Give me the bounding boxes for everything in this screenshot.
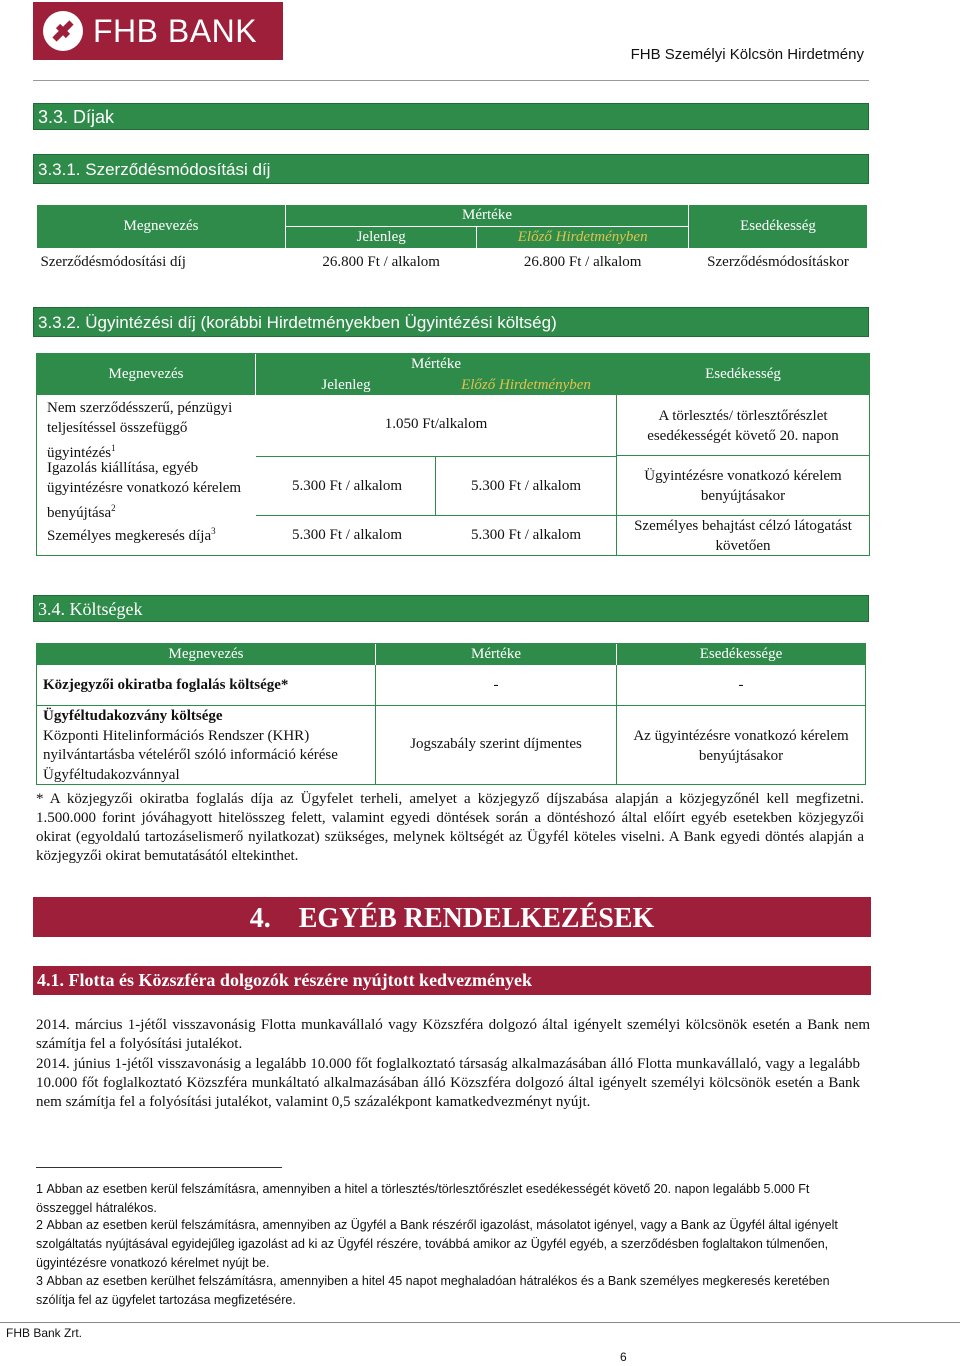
footnote-divider	[36, 1167, 282, 1168]
t3-col-divider-1	[375, 665, 376, 784]
t1-row-jelenleg: 26.800 Ft / alkalom	[322, 254, 440, 271]
t2-r1-esed: A törlesztés/ törlesztőrészlet esedékességét követő 20. napon	[647, 408, 839, 444]
t1-row-esed: Szerződésmódosításkor	[707, 254, 849, 271]
t2-r2-jel: 5.300 Ft / alkalom	[292, 478, 402, 494]
header-divider	[33, 80, 869, 81]
footnote-ref-1: 1	[111, 443, 116, 453]
section-flotta-kozszfera: 4.1. Flotta és Közszféra dolgozók részére nyújtott kedvezmények	[33, 966, 871, 995]
fn2-num: 2	[36, 1218, 43, 1232]
t2-r2-name	[47, 458, 247, 523]
footnote-ref-2: 2	[111, 503, 116, 513]
t2-r2-name-text: Igazolás kiállítása, egyéb ügyintézésre vonatkozó kérelem benyújtása	[47, 460, 242, 521]
t1-row-elozo: 26.800 Ft / alkalom	[523, 254, 642, 271]
t2-header-elozo: Előző Hirdetményben	[436, 375, 616, 395]
t1-header-jelenleg: Jelenleg	[286, 227, 477, 249]
footnote-3	[36, 1272, 864, 1310]
t2-r3-jel: 5.300 Ft / alkalom	[292, 527, 402, 543]
t3-r1-name: Közjegyzői okiratba foglalás költsége*	[43, 677, 289, 693]
t3-r1-mertek: -	[493, 677, 499, 693]
t2-row-divider-2	[617, 515, 869, 516]
t2-row-divider-3	[256, 515, 616, 516]
t2-header-jelenleg: Jelenleg	[256, 375, 436, 395]
t3-header-name: Megnevezés	[37, 644, 375, 665]
section-koltsegek: 3.4. Költségek	[33, 595, 869, 622]
t2-r1-name	[47, 398, 247, 463]
t1-header-name: Megnevezés	[37, 205, 286, 249]
t3-col-divider-2	[616, 665, 617, 784]
fn1-text: Abban az esetben kerül felszámításra, amennyiben a hitel a törlesztés/törlesztőrészlet esedékességét követő 20. napon legalább 5.000 Ft összeggel hátralékos.	[36, 1182, 810, 1215]
fhb-logo	[33, 2, 283, 60]
t3-header-esed: Esedékessége	[617, 644, 865, 665]
paragraph-2: 2014. június 1-jétől visszavonásig a legalább 10.000 főt foglalkoztató társaság alkalmazásában álló Flotta munkavállaló, vagy a legalább 10.000 főt foglalkoztató Közszféra munkáltató alkalmazásában álló Közszféra dolgozó által igényelt személyi kölcsönök esetén a Bank nem számítja fel a folyósítási jutalékot, valamint 0,5 százalékpont kamatkedvezményt nyújt.	[36, 1056, 860, 1110]
t2-header-name: Megnevezés	[37, 354, 255, 395]
t2-r3-name	[47, 526, 262, 545]
fn3-text: Abban az esetben kerülhet felszámításra, amennyiben a hitel 45 napot meghaladóan hátralékos és a Bank személyes megkeresés keretében szólítja fel az ügyfelet tartozása megfizetésére.	[36, 1274, 830, 1307]
t2-header-mertek: Mértéke	[256, 354, 616, 375]
fn1-num: 1	[36, 1182, 43, 1196]
t2-row-divider	[617, 455, 869, 456]
t1-header-mertek: Mértéke	[286, 205, 689, 227]
footnote-1	[36, 1180, 864, 1218]
fhb-logo-icon	[43, 11, 83, 51]
fn2-text: Abban az esetben kerül felszámításra, amennyiben az Ügyfél a Bank részéről igazolást, másolatot igényel, vagy a Bank az Ügyfél által igényelt szolgáltatás nyújtásával egyidejűleg igazolást ad ki az Ügyfél részére, továbbá amikor az Ügyfél egyéb, a szerződésben foglaltakon túlmenően, ügyintézésre vonatkozó kérelmet nyújt be.	[36, 1218, 838, 1270]
section-egyeb-rendelkezesek: 4. EGYÉB RENDELKEZÉSEK	[33, 897, 871, 937]
fn3-num: 3	[36, 1274, 43, 1288]
logo-text: FHB BANK	[93, 12, 258, 49]
page-number: 6	[620, 1350, 627, 1364]
t1-header-esed: Esedékesség	[689, 205, 868, 249]
footnote-ref-3: 3	[211, 526, 216, 536]
t3-r2-desc: Központi Hitelinformációs Rendszer (KHR) nyilvántartásba vételéről szóló információ kérése Ügyféltudakozvánnyal	[43, 727, 338, 783]
table-szerzodesmodositasi	[36, 204, 868, 277]
t2-r1-val: 1.050 Ft/alkalom	[384, 416, 488, 432]
t1-row-name: Szerződésmódosítási díj	[40, 254, 186, 271]
t3-r2-name	[43, 707, 353, 785]
t3-r1-esed: -	[738, 677, 744, 693]
paragraph-1: 2014. március 1-jétől visszavonásig Flotta munkavállaló vagy Közszféra dolgozó által igényelt személyi kölcsönök esetén a Bank nem számítja fel a folyósítási jutalékot.	[36, 1017, 870, 1052]
t2-r3-esed: Személyes behajtást célzó látogatást követően	[634, 518, 852, 554]
note-kozjegyzoi: * A közjegyzői okiratba foglalás díja az Ügyfelet terheli, amelyet a közjegyző díjszabása alapján a közjegyzőnél kell megfizetni. 1.500.000 forint jóváhagyott hitelösszeg felett, valamint egyedi döntések során a döntéshozó által előírt egyéb esetekben közjegyzői okirat (egyoldalú tartozáselismerő nyilatkozat) szükséges, melynek költségét az Ügyfél köteles viselni. A Bank egyedi döntés alapján a közjegyzői okirat bemutatásától eltekinthet.	[36, 791, 864, 864]
t3-header-mertek: Mértéke	[376, 644, 616, 665]
t3-row-divider	[37, 705, 865, 706]
t3-r2-title: Ügyféltudakozvány költsége	[43, 708, 223, 724]
t3-r2-esed: Az ügyintézésre vonatkozó kérelem benyújtásakor	[633, 728, 849, 764]
t2-r2-esed: Ügyintézésre vonatkozó kérelem benyújtásakor	[644, 468, 842, 504]
t2-r3-elo: 5.300 Ft / alkalom	[471, 527, 581, 543]
t3-r2-mertek: Jogszabály szerint díjmentes	[410, 736, 582, 752]
footer-divider	[0, 1322, 960, 1323]
section-dijak: 3.3. Díjak	[33, 103, 869, 130]
table-koltsegek	[36, 643, 866, 785]
t2-r2-elo: 5.300 Ft / alkalom	[471, 478, 581, 494]
document-title: FHB Személyi Kölcsön Hirdetmény	[630, 46, 864, 63]
t1-header-elozo: Előző Hirdetményben	[477, 227, 689, 249]
footer-company: FHB Bank Zrt.	[6, 1326, 83, 1340]
footnote-2	[36, 1216, 864, 1273]
t2-r3-name-text: Személyes megkeresés díja	[47, 528, 212, 544]
section-ugyintezesi-dij: 3.3.2. Ügyintézési díj (korábbi Hirdetményekben Ügyintézési költség)	[33, 307, 869, 337]
t2-header-esed: Esedékesség	[617, 354, 869, 395]
t2-r1-name-text: Nem szerződésszerű, pénzügyi teljesítéssel összefüggő ügyintézés	[47, 400, 233, 461]
section-szerzodesmodositasi-dij: 3.3.1. Szerződésmódosítási díj	[33, 154, 869, 184]
table-ugyintezesi	[36, 353, 870, 556]
table-row	[37, 249, 868, 277]
